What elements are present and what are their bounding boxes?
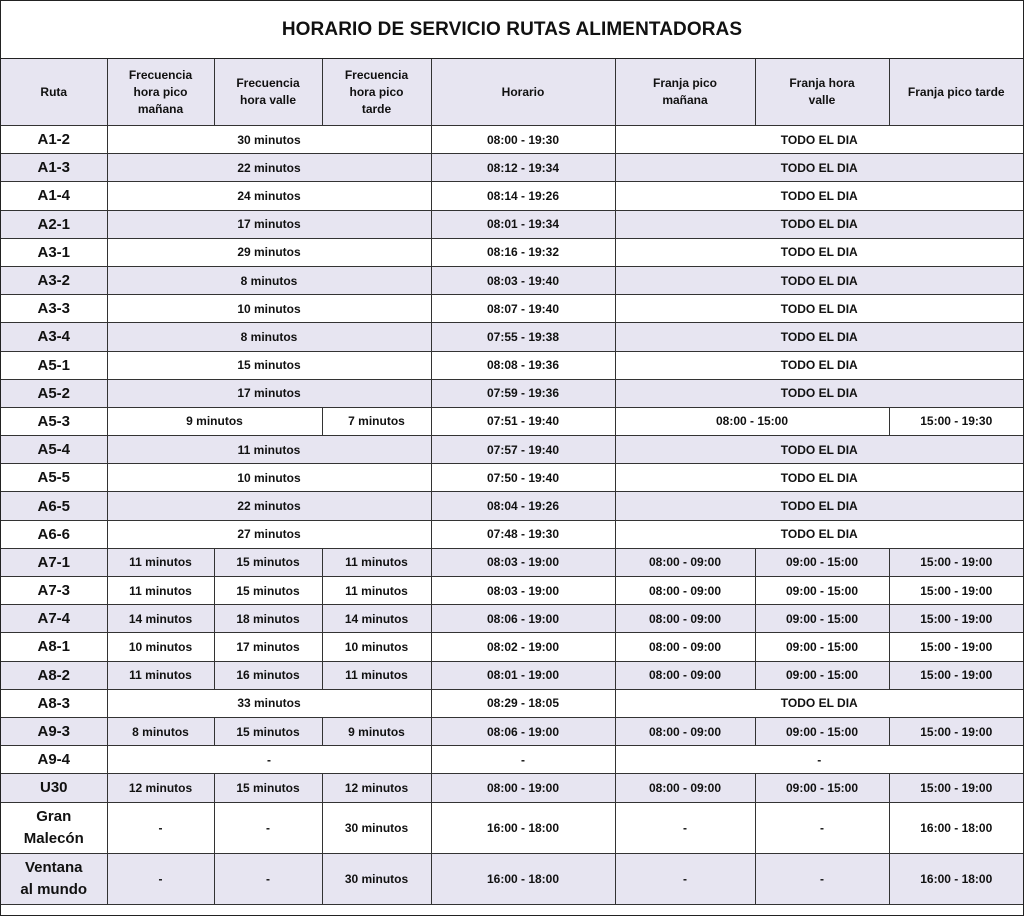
horario-cell: 16:00 - 18:00 <box>431 802 615 853</box>
frecuencia-cell: 8 minutos <box>107 323 431 351</box>
table-header <box>1 59 1023 126</box>
franja-cell: TODO EL DIA <box>615 126 1023 154</box>
ruta-line-2: Malecón <box>23 829 84 847</box>
table-row <box>1 323 1023 351</box>
horario-cell: 08:01 - 19:34 <box>431 210 615 238</box>
frecuencia-cell: 10 minutos <box>107 295 431 323</box>
header-frecuencia-pico-tarde: Frecuencia hora pico tarde <box>322 59 431 126</box>
ruta-cell: A7-4 <box>1 605 107 633</box>
horario-cell: 08:03 - 19:00 <box>431 548 615 576</box>
frecuencia-am-cell: 12 minutos <box>107 774 214 802</box>
header-franja-pico-manana: Franja pico mañana <box>615 59 755 126</box>
frecuencia-cell: 17 minutos <box>107 210 431 238</box>
franja-cell: TODO EL DIA <box>615 520 1023 548</box>
frecuencia-tarde-cell: 11 minutos <box>322 661 431 689</box>
ruta-cell: A9-4 <box>1 746 107 774</box>
frecuencia-cell: 22 minutos <box>107 492 431 520</box>
horario-cell: 16:00 - 18:00 <box>431 853 615 904</box>
franja-tarde-cell: 16:00 - 18:00 <box>889 853 1023 904</box>
franja-tarde-cell: 15:00 - 19:30 <box>889 407 1023 435</box>
frecuencia-tarde-cell: 30 minutos <box>322 802 431 853</box>
franja-cell: TODO EL DIA <box>615 689 1023 717</box>
header-frecuencia-hora-valle: Frecuencia hora valle <box>214 59 322 126</box>
franja-valle-cell: - <box>755 853 889 904</box>
schedule-table <box>1 59 1023 905</box>
horario-cell: 07:55 - 19:38 <box>431 323 615 351</box>
franja-tarde-cell: 15:00 - 19:00 <box>889 633 1023 661</box>
frecuencia-am-cell: 8 minutos <box>107 717 214 745</box>
franja-tarde-cell: 16:00 - 18:00 <box>889 802 1023 853</box>
franja-am-cell: 08:00 - 09:00 <box>615 633 755 661</box>
horario-cell: 08:01 - 19:00 <box>431 661 615 689</box>
frecuencia-cell: 30 minutos <box>107 126 431 154</box>
franja-am-cell: 08:00 - 09:00 <box>615 605 755 633</box>
ruta-cell: A3-2 <box>1 266 107 294</box>
table-row <box>1 464 1023 492</box>
franja-am-cell: 08:00 - 09:00 <box>615 774 755 802</box>
table-row <box>1 661 1023 689</box>
franja-am-cell: 08:00 - 09:00 <box>615 717 755 745</box>
ruta-cell: A5-5 <box>1 464 107 492</box>
horario-cell: 08:00 - 19:00 <box>431 774 615 802</box>
horario-cell: 08:16 - 19:32 <box>431 238 615 266</box>
header-frecuencia-pico-manana: Frecuencia hora pico mañana <box>107 59 214 126</box>
ruta-cell <box>1 802 107 853</box>
frecuencia-valle-cell: 16 minutos <box>214 661 322 689</box>
page-title: HORARIO DE SERVICIO RUTAS ALIMENTADORAS <box>1 1 1023 59</box>
ruta-line-1: Ventana <box>24 858 83 876</box>
franja-valle-cell: 09:00 - 15:00 <box>755 717 889 745</box>
ruta-line-1: Gran <box>36 807 72 825</box>
ruta-cell: A8-3 <box>1 689 107 717</box>
franja-valle-cell: - <box>755 802 889 853</box>
ruta-cell: A5-4 <box>1 436 107 464</box>
franja-tarde-cell: 15:00 - 19:00 <box>889 605 1023 633</box>
horario-cell: 08:12 - 19:34 <box>431 154 615 182</box>
frecuencia-valle-cell: 15 minutos <box>214 717 322 745</box>
ruta-cell: A8-2 <box>1 661 107 689</box>
franja-valle-cell: 09:00 - 15:00 <box>755 577 889 605</box>
frecuencia-cell: 24 minutos <box>107 182 431 210</box>
frecuencia-tarde-cell: 14 minutos <box>322 605 431 633</box>
horario-cell: - <box>431 746 615 774</box>
frecuencia-cell: 8 minutos <box>107 266 431 294</box>
table-row <box>1 154 1023 182</box>
frecuencia-cell: 11 minutos <box>107 436 431 464</box>
franja-cell: TODO EL DIA <box>615 379 1023 407</box>
frecuencia-tarde-cell: 9 minutos <box>322 717 431 745</box>
table-row <box>1 605 1023 633</box>
franja-tarde-cell: 15:00 - 19:00 <box>889 661 1023 689</box>
horario-cell: 08:03 - 19:40 <box>431 266 615 294</box>
header-row <box>1 59 1023 126</box>
table-row <box>1 802 1023 853</box>
frecuencia-cell: 17 minutos <box>107 379 431 407</box>
table-row <box>1 210 1023 238</box>
table-row <box>1 774 1023 802</box>
frecuencia-am-cell: 11 minutos <box>107 577 214 605</box>
ruta-cell: A6-6 <box>1 520 107 548</box>
frecuencia-valle-cell: - <box>214 853 322 904</box>
header-franja-pico-tarde: Franja pico tarde <box>889 59 1023 126</box>
ruta-cell: A1-3 <box>1 154 107 182</box>
franja-cell: - <box>615 746 1023 774</box>
franja-am-cell: - <box>615 802 755 853</box>
frecuencia-cell: 29 minutos <box>107 238 431 266</box>
horario-cell: 08:08 - 19:36 <box>431 351 615 379</box>
table-row <box>1 351 1023 379</box>
ruta-line-2: al mundo <box>20 880 88 898</box>
horario-cell: 08:03 - 19:00 <box>431 577 615 605</box>
frecuencia-tarde-cell: 11 minutos <box>322 577 431 605</box>
ruta-cell: A7-1 <box>1 548 107 576</box>
table-row <box>1 407 1023 435</box>
ruta-cell: A5-1 <box>1 351 107 379</box>
horario-cell: 07:50 - 19:40 <box>431 464 615 492</box>
franja-tarde-cell: 15:00 - 19:00 <box>889 548 1023 576</box>
franja-valle-cell: 09:00 - 15:00 <box>755 774 889 802</box>
frecuencia-am-cell: 14 minutos <box>107 605 214 633</box>
horario-cell: 08:06 - 19:00 <box>431 717 615 745</box>
frecuencia-am-cell: - <box>107 853 214 904</box>
franja-am-valle-cell: 08:00 - 15:00 <box>615 407 889 435</box>
ruta-cell: A1-2 <box>1 126 107 154</box>
table-body <box>1 126 1023 905</box>
franja-valle-cell: 09:00 - 15:00 <box>755 605 889 633</box>
table-row <box>1 520 1023 548</box>
table-row <box>1 717 1023 745</box>
franja-cell: TODO EL DIA <box>615 154 1023 182</box>
ruta-cell: A5-2 <box>1 379 107 407</box>
franja-valle-cell: 09:00 - 15:00 <box>755 661 889 689</box>
horario-cell: 07:57 - 19:40 <box>431 436 615 464</box>
franja-am-cell: 08:00 - 09:00 <box>615 661 755 689</box>
ruta-cell: U30 <box>1 774 107 802</box>
table-row <box>1 633 1023 661</box>
horario-cell: 07:59 - 19:36 <box>431 379 615 407</box>
horario-cell: 07:48 - 19:30 <box>431 520 615 548</box>
frecuencia-valle-cell: 18 minutos <box>214 605 322 633</box>
horario-cell: 08:04 - 19:26 <box>431 492 615 520</box>
ruta-cell: A9-3 <box>1 717 107 745</box>
horario-cell: 08:02 - 19:00 <box>431 633 615 661</box>
franja-am-cell: 08:00 - 09:00 <box>615 577 755 605</box>
franja-cell: TODO EL DIA <box>615 323 1023 351</box>
horario-cell: 08:06 - 19:00 <box>431 605 615 633</box>
ruta-cell: A3-3 <box>1 295 107 323</box>
franja-cell: TODO EL DIA <box>615 238 1023 266</box>
table-row <box>1 379 1023 407</box>
frecuencia-valle-cell: 15 minutos <box>214 577 322 605</box>
frecuencia-cell: 22 minutos <box>107 154 431 182</box>
ruta-cell: A1-4 <box>1 182 107 210</box>
table-row <box>1 238 1023 266</box>
frecuencia-tarde-cell: 11 minutos <box>322 548 431 576</box>
franja-cell: TODO EL DIA <box>615 266 1023 294</box>
franja-valle-cell: 09:00 - 15:00 <box>755 548 889 576</box>
frecuencia-cell: 10 minutos <box>107 464 431 492</box>
franja-am-cell: 08:00 - 09:00 <box>615 548 755 576</box>
ruta-cell <box>1 853 107 904</box>
table-row <box>1 126 1023 154</box>
table-row <box>1 266 1023 294</box>
frecuencia-tarde-cell: 12 minutos <box>322 774 431 802</box>
franja-tarde-cell: 15:00 - 19:00 <box>889 774 1023 802</box>
table-row <box>1 746 1023 774</box>
frecuencia-valle-cell: - <box>214 802 322 853</box>
ruta-cell: A7-3 <box>1 577 107 605</box>
horario-cell: 08:29 - 18:05 <box>431 689 615 717</box>
frecuencia-cell: 33 minutos <box>107 689 431 717</box>
franja-cell: TODO EL DIA <box>615 464 1023 492</box>
table-row <box>1 548 1023 576</box>
frecuencia-valle-cell: 17 minutos <box>214 633 322 661</box>
ruta-cell: A5-3 <box>1 407 107 435</box>
horario-cell: 08:00 - 19:30 <box>431 126 615 154</box>
frecuencia-am-cell: 10 minutos <box>107 633 214 661</box>
horario-cell: 07:51 - 19:40 <box>431 407 615 435</box>
franja-cell: TODO EL DIA <box>615 295 1023 323</box>
ruta-cell: A6-5 <box>1 492 107 520</box>
table-row <box>1 689 1023 717</box>
franja-cell: TODO EL DIA <box>615 210 1023 238</box>
ruta-cell: A2-1 <box>1 210 107 238</box>
table-row <box>1 853 1023 904</box>
frecuencia-cell: - <box>107 746 431 774</box>
franja-cell: TODO EL DIA <box>615 182 1023 210</box>
header-horario: Horario <box>431 59 615 126</box>
table-row <box>1 436 1023 464</box>
frecuencia-tarde-cell: 30 minutos <box>322 853 431 904</box>
franja-tarde-cell: 15:00 - 19:00 <box>889 717 1023 745</box>
ruta-cell: A3-4 <box>1 323 107 351</box>
franja-tarde-cell: 15:00 - 19:00 <box>889 577 1023 605</box>
frecuencia-cell: 15 minutos <box>107 351 431 379</box>
frecuencia-valle-cell: 15 minutos <box>214 774 322 802</box>
frecuencia-am-cell: 11 minutos <box>107 661 214 689</box>
franja-valle-cell: 09:00 - 15:00 <box>755 633 889 661</box>
frecuencia-tarde-cell: 7 minutos <box>322 407 431 435</box>
ruta-cell: A3-1 <box>1 238 107 266</box>
header-franja-hora-valle: Franja hora valle <box>755 59 889 126</box>
frecuencia-valle-cell: 15 minutos <box>214 548 322 576</box>
franja-cell: TODO EL DIA <box>615 351 1023 379</box>
frecuencia-am-cell: 11 minutos <box>107 548 214 576</box>
table-row <box>1 182 1023 210</box>
frecuencia-tarde-cell: 10 minutos <box>322 633 431 661</box>
frecuencia-am-valle-cell: 9 minutos <box>107 407 322 435</box>
frecuencia-cell: 27 minutos <box>107 520 431 548</box>
franja-cell: TODO EL DIA <box>615 492 1023 520</box>
table-row <box>1 577 1023 605</box>
ruta-cell: A8-1 <box>1 633 107 661</box>
header-ruta: Ruta <box>1 59 107 126</box>
franja-am-cell: - <box>615 853 755 904</box>
horario-cell: 08:14 - 19:26 <box>431 182 615 210</box>
frecuencia-am-cell: - <box>107 802 214 853</box>
table-row <box>1 295 1023 323</box>
table-row <box>1 492 1023 520</box>
horario-cell: 08:07 - 19:40 <box>431 295 615 323</box>
franja-cell: TODO EL DIA <box>615 436 1023 464</box>
